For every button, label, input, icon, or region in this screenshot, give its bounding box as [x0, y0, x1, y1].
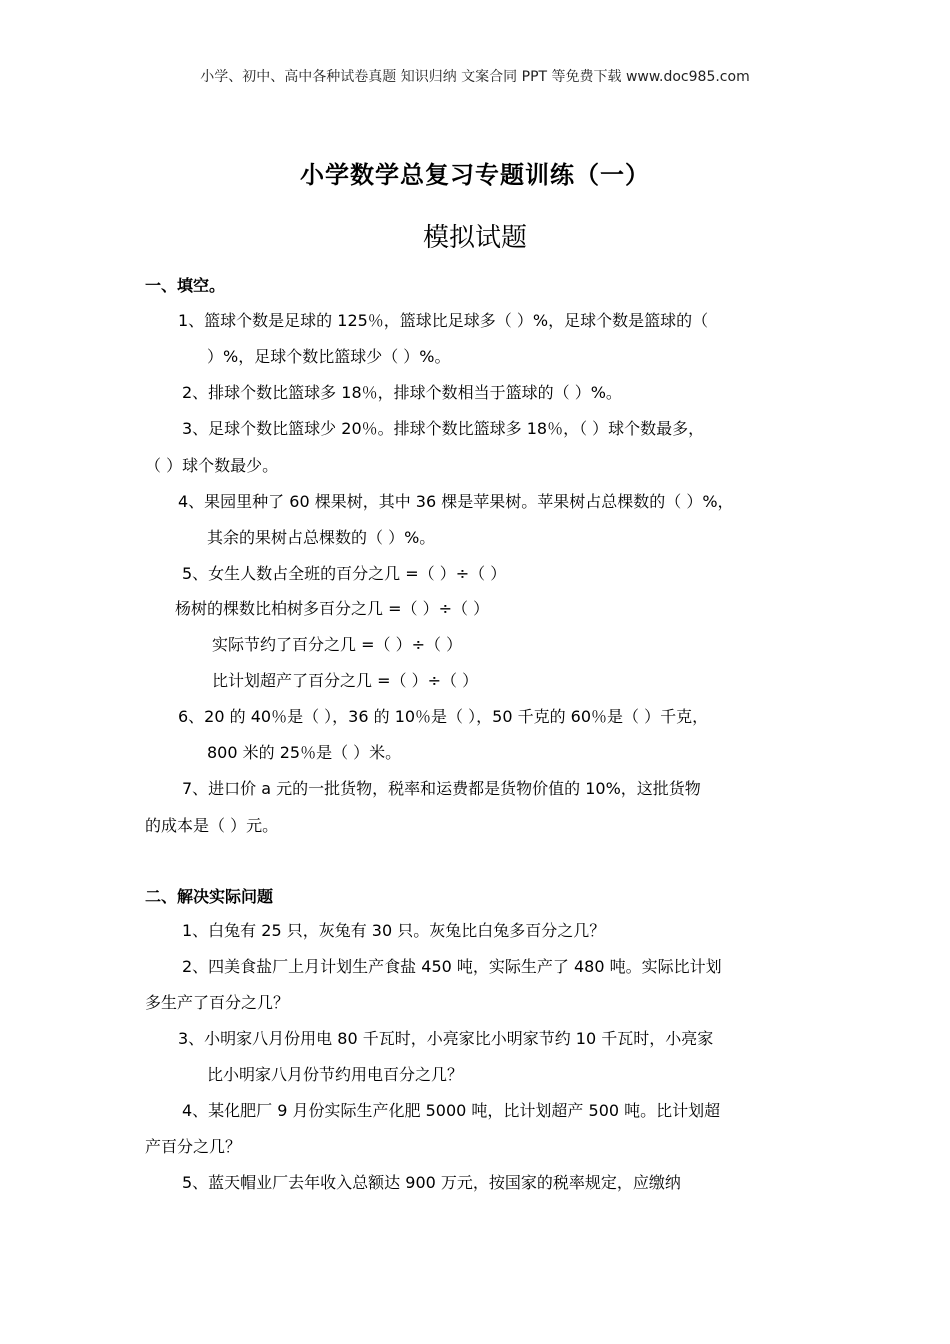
problem-line: 4、某化肥厂 9 月份实际生产化肥 5000 吨，比计划超产 500 吨。比计划超 [182, 1101, 721, 1120]
question-line: ）%，足球个数比篮球少（ ）%。 [207, 347, 451, 366]
question-line: 实际节约了百分之几 =（ ）÷（ ） [212, 635, 463, 654]
section-1-heading: 一、填空。 [145, 276, 226, 295]
question-line: 4、果园里种了 60 棵果树，其中 36 棵是苹果树。苹果树占总棵数的（ ）%， [178, 492, 734, 511]
question-line: 其余的果树占总棵数的（ ）%。 [207, 528, 436, 547]
question-line: 800 米的 25％是（ ）米。 [207, 743, 402, 762]
problem-line: 产百分之几？ [145, 1137, 242, 1156]
question-line: （ ）球个数最少。 [145, 456, 279, 475]
question-line: 6、20 的 40％是（ ），36 的 10％是（ ），50 千克的 60％是（ ）千克， [178, 707, 709, 726]
question-line: 杨树的棵数比柏树多百分之几 =（ ）÷（ ） [175, 599, 490, 618]
problem-line: 比小明家八月份节约用电百分之几？ [207, 1065, 464, 1084]
problem-line: 2、四美食盐厂上月计划生产食盐 450 吨，实际生产了 480 吨。实际比计划 [182, 957, 722, 976]
question-line: 的成本是（ ）元。 [145, 816, 279, 835]
question-line: 1、篮球个数是足球的 125％，篮球比足球多（ ）%，足球个数是篮球的（ [178, 311, 709, 330]
problem-line: 3、小明家八月份用电 80 千瓦时，小亮家比小明家节约 10 千瓦时，小亮家 [178, 1029, 714, 1048]
problem-line: 1、白兔有 25 只，灰兔有 30 只。灰兔比白兔多百分之几？ [182, 921, 606, 940]
problem-line: 5、蓝天帽业厂去年收入总额达 900 万元，按国家的税率规定，应缴纳 [182, 1173, 681, 1192]
question-line: 7、进口价 a 元的一批货物，税率和运费都是货物价值的 10%，这批货物 [182, 779, 701, 798]
section-2-heading: 二、解决实际问题 [145, 887, 274, 906]
page-subtitle: 模拟试题 [422, 223, 527, 253]
question-line: 2、排球个数比篮球多 18％，排球个数相当于篮球的（ ）%。 [182, 383, 622, 402]
question-line: 5、女生人数占全班的百分之几 =（ ）÷（ ） [182, 564, 507, 583]
question-line: 3、足球个数比篮球少 20％。排球个数比篮球多 18％，（ ）球个数最多， [182, 419, 705, 438]
page-title: 小学数学总复习专题训练（一） [300, 161, 650, 189]
question-line: 比计划超产了百分之几 =（ ）÷（ ） [212, 671, 479, 690]
problem-line: 多生产了百分之几？ [145, 993, 290, 1012]
page-header: 小学、初中、高中各种试卷真题 知识归纳 文案合同 PPT 等免费下载 www.doc985.com [200, 69, 750, 85]
